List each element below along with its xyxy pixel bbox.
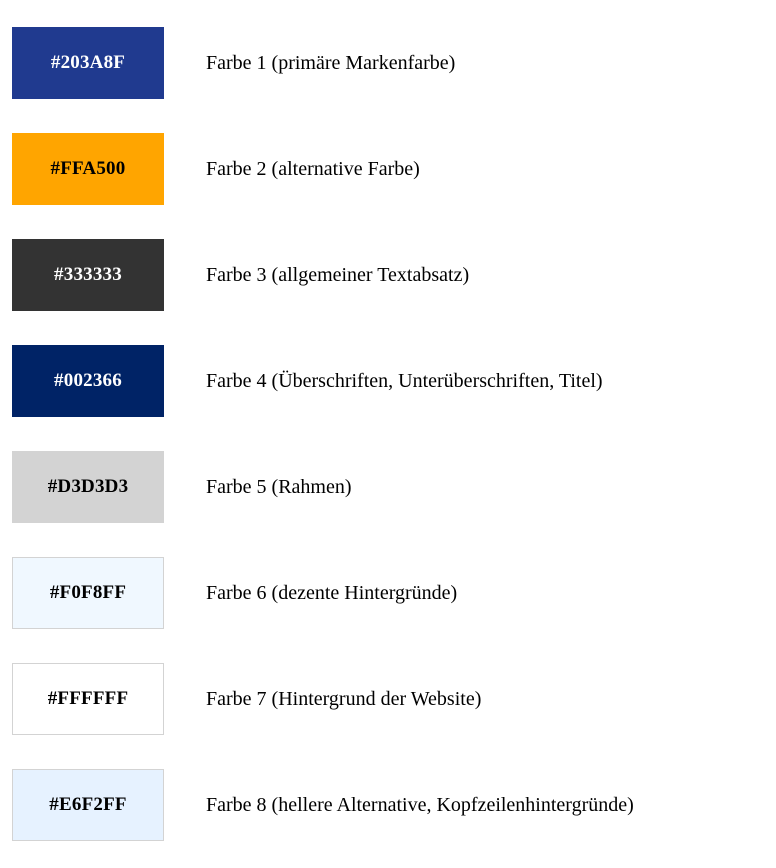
color-hex-code: #D3D3D3: [47, 476, 129, 497]
palette-row: [0, 646, 776, 752]
color-swatch: [12, 239, 164, 311]
color-hex-code: #E6F2FF: [49, 794, 127, 815]
color-description: Farbe 8 (hellere Alternative, Kopfzeilenhintergründe): [206, 793, 634, 816]
color-hex-code: #002366: [54, 370, 122, 391]
color-description: Farbe 3 (allgemeiner Textabsatz): [206, 263, 470, 286]
palette-row: [0, 540, 776, 646]
color-swatch: [12, 133, 164, 205]
color-description: Farbe 6 (dezente Hintergründe): [206, 581, 458, 604]
color-description: Farbe 4 (Überschriften, Unterüberschriften, Titel): [206, 369, 603, 392]
color-description: Farbe 1 (primäre Markenfarbe): [206, 51, 456, 74]
color-hex-code: #203A8F: [50, 52, 126, 73]
color-swatch: [12, 451, 164, 523]
color-description: Farbe 5 (Rahmen): [206, 475, 352, 498]
color-swatch: [12, 663, 164, 735]
color-hex-code: #333333: [54, 264, 122, 285]
color-swatch: [12, 345, 164, 417]
color-swatch: [12, 27, 164, 99]
palette-row: [0, 328, 776, 434]
color-description: Farbe 2 (alternative Farbe): [206, 157, 420, 180]
palette-row: [0, 116, 776, 222]
palette-row: [0, 752, 776, 858]
palette-row: [0, 10, 776, 116]
color-hex-code: #FFFFFF: [47, 688, 129, 709]
palette-row: [0, 222, 776, 328]
color-swatch: [12, 557, 164, 629]
color-hex-code: #F0F8FF: [49, 582, 127, 603]
color-description: Farbe 7 (Hintergrund der Website): [206, 687, 482, 710]
color-hex-code: #FFA500: [50, 158, 126, 179]
palette-row: [0, 434, 776, 540]
color-swatch: [12, 769, 164, 841]
